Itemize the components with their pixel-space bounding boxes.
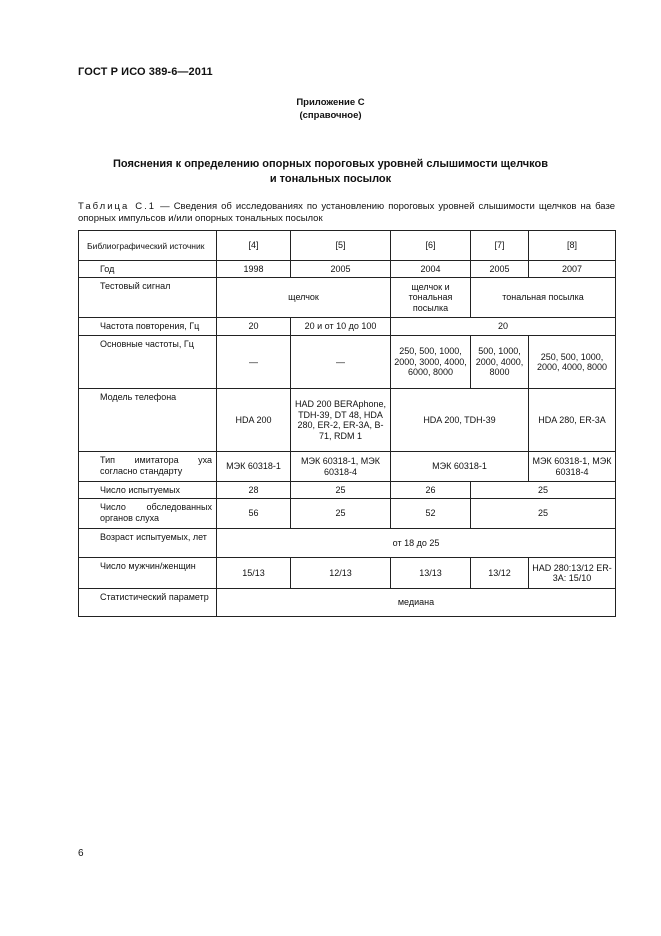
header-cell-source: [8]: [529, 231, 616, 261]
row-label: Статистический параметр: [79, 589, 217, 617]
table-row-repetition-rate: [79, 318, 616, 336]
table-row-ears: [79, 499, 616, 529]
table-cell: 500, 1000, 2000, 4000, 8000: [471, 336, 529, 389]
table-cell: 20: [217, 318, 291, 336]
table-cell: —: [217, 336, 291, 389]
section-title-line-2: и тональных посылок: [269, 173, 392, 185]
row-label: Тестовый сигнал: [79, 278, 217, 318]
table-row-statistic: [79, 589, 616, 617]
table-row-ear-simulator: [79, 452, 616, 482]
table-row-signal: [79, 278, 616, 318]
row-label: Частота повторения, Гц: [79, 318, 217, 336]
table-row-gender: [79, 558, 616, 589]
table-cell: щелчок: [217, 278, 391, 318]
header-cell-source: [6]: [391, 231, 471, 261]
table-cell: HDA 280, ER-3A: [529, 389, 616, 452]
table-cell: МЭК 60318-1, МЭК 60318-4: [529, 452, 616, 482]
table-cell: от 18 до 25: [217, 529, 616, 558]
table-cell: 15/13: [217, 558, 291, 589]
table-cell: 52: [391, 499, 471, 529]
table-cell: МЭК 60318-1, МЭК 60318-4: [291, 452, 391, 482]
table-row-frequencies: [79, 336, 616, 389]
table-cell: 12/13: [291, 558, 391, 589]
table-cell: 26: [391, 482, 471, 499]
table-cell: 250, 500, 1000, 2000, 3000, 4000, 6000, 8000: [391, 336, 471, 389]
table-row-phone-model: [79, 389, 616, 452]
table-cell: 25: [291, 482, 391, 499]
table-cell: HDA 200, TDH-39: [391, 389, 529, 452]
table-cell: 250, 500, 1000, 2000, 4000, 8000: [529, 336, 616, 389]
table-row-age: [79, 529, 616, 558]
table-cell: 2005: [471, 261, 529, 278]
section-title: [0, 157, 661, 187]
appendix-type: (справочное): [299, 110, 362, 121]
table-cell: 13/13: [391, 558, 471, 589]
page-number: 6: [78, 848, 84, 859]
table-cell: медиана: [217, 589, 616, 617]
table-cell: 20: [391, 318, 616, 336]
table-cell: —: [291, 336, 391, 389]
row-label: Число испытуемых: [79, 482, 217, 499]
row-label: Модель телефона: [79, 389, 217, 452]
table-row-year: [79, 261, 616, 278]
table-cell: 1998: [217, 261, 291, 278]
table-caption: [78, 201, 615, 225]
section-title-line-1: Пояснения к определению опорных пороговых уровней слышимости щелчков: [112, 158, 549, 170]
table-cell: 2005: [291, 261, 391, 278]
document-code: ГОСТ Р ИСО 389-6—2011: [78, 66, 213, 78]
table-row-subjects: [79, 482, 616, 499]
header-cell-source: [5]: [291, 231, 391, 261]
table-cell: 56: [217, 499, 291, 529]
table-cell: 25: [471, 482, 616, 499]
table-cell: МЭК 60318-1: [217, 452, 291, 482]
row-label: Число мужчин/женщин: [79, 558, 217, 589]
table-caption-text: — Сведения об исследованиях по установлению пороговых уровней слышимости щелчков на базе опорных импульсов и/или опорных тональных посылок: [78, 201, 615, 224]
table-cell: МЭК 60318-1: [391, 452, 529, 482]
table-cell: 25: [291, 499, 391, 529]
header-cell-source-label: Библиографический источник: [79, 231, 217, 261]
appendix-heading: [0, 96, 661, 122]
row-label: Возраст испытуемых, лет: [79, 529, 217, 558]
row-label: Основные частоты, Гц: [79, 336, 217, 389]
appendix-label: Приложение С: [296, 97, 365, 108]
row-label: Число обследованных органов слуха: [79, 499, 217, 529]
row-label: Тип имитатора уха согласно стандарту: [79, 452, 217, 482]
header-cell-source: [4]: [217, 231, 291, 261]
table-cell: 25: [471, 499, 616, 529]
table-cell: 2007: [529, 261, 616, 278]
table-header-row: [79, 231, 616, 261]
table-cell: HAD 200 BERAphone, TDH-39, DT 48, HDA 280, ER-2, ER-3A, B-71, RDM 1: [291, 389, 391, 452]
header-cell-source: [7]: [471, 231, 529, 261]
row-label: Год: [79, 261, 217, 278]
studies-table: [78, 230, 616, 617]
table-cell: 13/12: [471, 558, 529, 589]
table-cell: 28: [217, 482, 291, 499]
table-cell: тональная посылка: [471, 278, 616, 318]
table-caption-label: Таблица С.1: [78, 201, 157, 212]
table-cell: HDA 200: [217, 389, 291, 452]
table-cell: щелчок и тональная посылка: [391, 278, 471, 318]
table-cell: 2004: [391, 261, 471, 278]
table-cell: HAD 280:13/12 ER-3A: 15/10: [529, 558, 616, 589]
table-cell: 20 и от 10 до 100: [291, 318, 391, 336]
